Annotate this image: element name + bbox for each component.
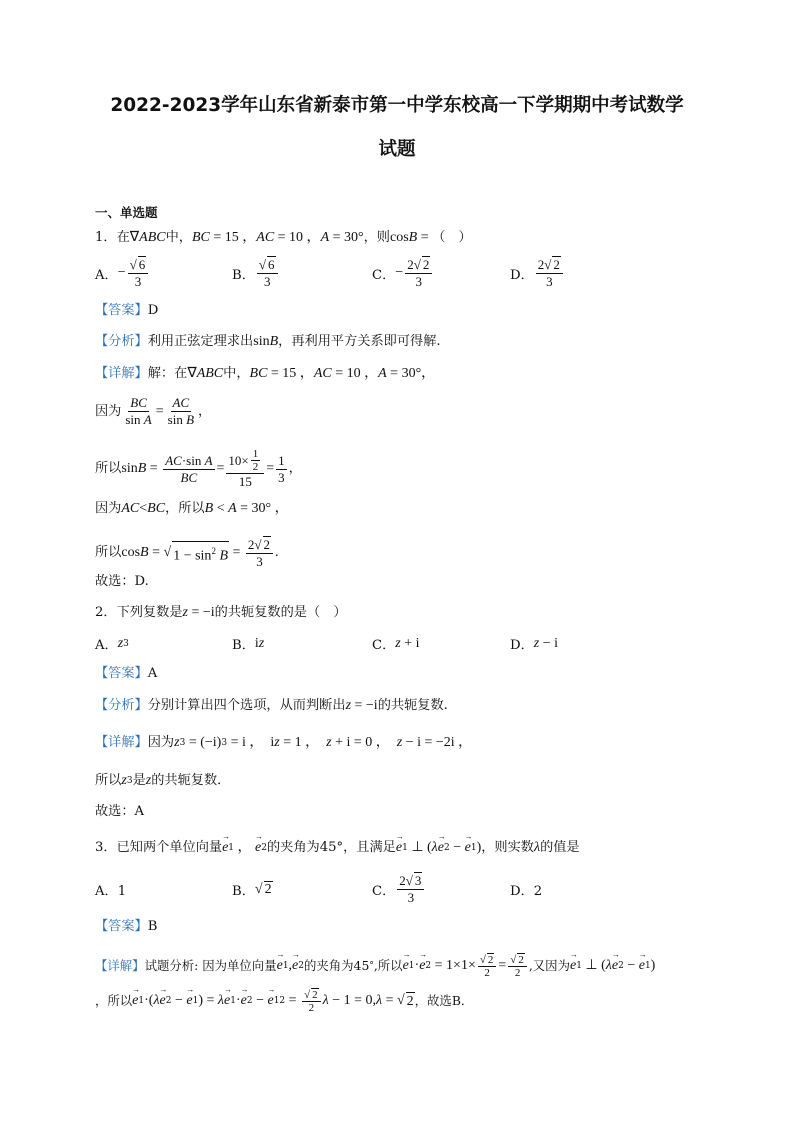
q3-option-c[interactable]: C． $\frac{2√ 3}{3}$ [372,872,426,906]
q1-cosb-calc: 所以 cos B = √ $1 - \sin^2 B$ = $\frac{2√ 2}{3}$ . [95,537,279,569]
q3-option-d[interactable]: D．2 [510,884,543,899]
q2-option-b[interactable]: B． i z [232,635,265,653]
q2-option-d[interactable]: D． z − i [510,635,559,653]
q2-stem: 2．下列复数是 z = −i 的共轭复数的是（ ） [95,605,347,620]
q1-conclusion: 故选：D. [95,574,149,589]
q2-option-c[interactable]: C． z + i [372,635,420,653]
q1-stem-prefix: 1．在 [95,230,130,245]
q2-analysis: 【分析】 分别计算出四个选项，从而判断出 z = −i 的共轭复数. [95,698,448,713]
q1-cond: BC [191,230,210,245]
q1-stem: 1．在 ∇ABC 中， BC = 15 ， AC = 10 ， A = 30° ，则 cos B = （ ） [95,230,472,245]
q3-stem: 3．已知两个单位向量 → e 1 ， → e 2 的夹角为45°，且满足 → e 1 ⊥ ( λ → e 2 − → e 1 ) ，则实数 λ 的值是 [95,839,580,857]
q1-compare: 因为 AC < BC ，所以 B < A = 30° ， [95,501,289,516]
section-heading: 一、单选题 [95,205,158,220]
q2-suoyi: 所以 z 3 是 z 的共轭复数． [95,773,231,788]
q1-option-d[interactable]: D． $\frac{2√ 2}{3}$ [510,256,565,290]
q1-option-a[interactable]: A． − $\frac{√ 6}{3}$ [95,256,150,290]
q1-option-c[interactable]: C． − $\frac{2√ 2}{3}$ [372,256,434,290]
q1-option-b[interactable]: B． $\frac{√ 6}{3}$ [232,256,280,290]
q1-sinb-calc: 所以 sin B = $\frac{\text{AC·sin A}}{BC}$ = 10× $\frac{1}{2}$ 15 = $\frac{1}{3}$ ， [95,448,302,489]
q3-detail-line2: ，所以 → e 1 ·( λ → e 2 − → e 1 ) = λ → e 1 · → e 2 − → e 1 2 = $\frac{√ 2}{2}$ λ − 1 = 0, λ = √ 2 ，故选B． [95,988,473,1014]
document-title [60,84,734,172]
q1-sine-law: 因为 $\frac{BC}{\text{sin A}}$ = $\frac{AC}{\text{sin B}}$ ， [95,395,212,427]
title-line-1: 2022-2023学年山东省新泰市第一中学东校高一下学期期中考试数学 [110,95,684,116]
q3-option-a[interactable]: A．1 [95,884,127,899]
q3-answer: 【答案】 B [95,919,158,934]
q3-option-b[interactable]: B． √ 2 [232,882,272,899]
q2-detail: 【详解】 因为 z 3 = (−i) 3 = i ， i z = 1 ， z + i = 0 ， z − i = −2i ， [95,735,473,750]
q1-analysis: 【分析】 利用正弦定理求出 sin B ，再利用平方关系即可得解. [95,334,441,349]
q3-detail: 【详解】 试题分析: 因为单位向量 → e 1 , → e 2 的夹角为45 ° ,所以 → e 1 · → e 2 = 1×1× $\frac{√ 2}{2}$ = $\frac{√ 2}{2}$ ,又因为 → e 1 ⊥ ( λ → e 2 − → e 1 ) [95,953,655,979]
q2-answer: 【答案】 A [95,666,158,681]
q2-conclusion: 故选：A [95,804,145,819]
title-line-2: 试题 [378,139,416,160]
q1-detail: 【详解】 解：在 ∇ABC 中， BC = 15 ， AC = 10 ， A = 30°， [95,366,436,381]
q2-option-a[interactable]: A． z 3 [95,635,129,653]
q1-triangle: ∇ABC [129,230,166,245]
q1-answer: 【答案】 D [95,303,159,318]
